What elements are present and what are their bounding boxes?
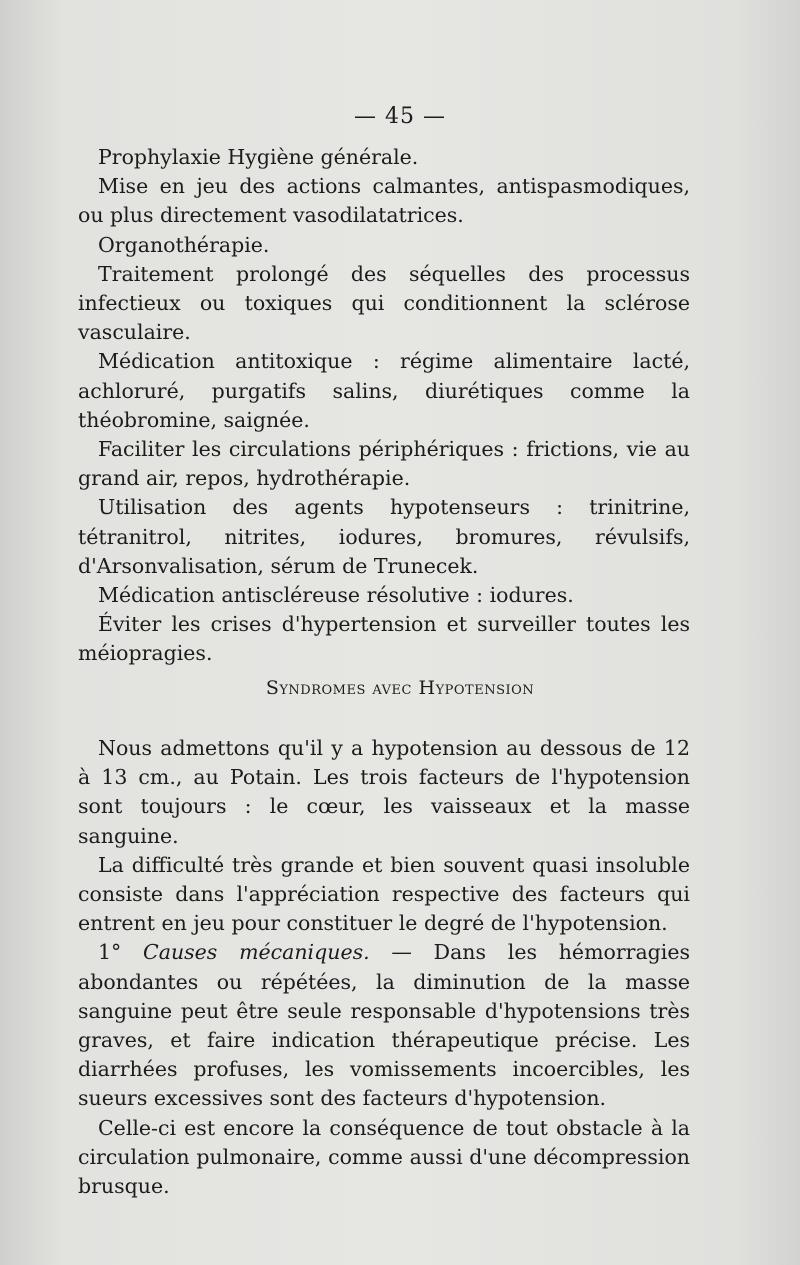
paragraph: Médication antitoxique : régime alimentaire lacté, achloruré, purgatifs salins, diurétiques comme la théobromine, saignée. xyxy=(78,349,690,432)
paragraph-prefix: 1° xyxy=(98,940,144,965)
paragraph: Organothérapie. xyxy=(98,232,270,257)
paragraph xyxy=(78,938,690,1113)
paragraph: Traitement prolongé des séquelles des processus infectieux ou toxiques qui conditionnent la sclérose vasculaire. xyxy=(78,261,690,345)
section-heading: Syndromes avec Hypotension xyxy=(265,677,535,699)
paragraph: Faciliter les circulations périphériques : frictions, vie au grand air, repos, hydrothérapie. xyxy=(78,437,690,491)
paragraph-text: — Dans les hémorragies abondantes ou répétées, la diminution de la masse sanguine peut être seule responsable d'hypotensions très graves, et faire indication thérapeutique précise. Les diarrhées profuses, les vomissements incoercibles, les sueurs excessives sont des facteurs d'hypotension. xyxy=(78,940,690,1111)
hypotension-section xyxy=(78,734,690,1201)
paragraph: Médication antiscléreuse résolutive : iodures. xyxy=(98,583,574,608)
page-number: — 45 — xyxy=(354,104,446,129)
italic-heading: Causes mécaniques. xyxy=(143,940,370,965)
paragraph: Celle-ci est encore la conséquence de tout obstacle à la circulation pulmonaire, comme aussi d'une décompression brusque. xyxy=(78,1115,690,1199)
treatment-list xyxy=(78,143,690,669)
paragraph: Mise en jeu des actions calmantes, antispasmodiques, ou plus directement vasodilatatrices. xyxy=(78,174,690,228)
paragraph: La difficulté très grande et bien souvent quasi insoluble consiste dans l'appréciation respective des facteurs qui entrent en jeu pour constituer le degré de l'hypotension. xyxy=(78,852,690,936)
paragraph: Éviter les crises d'hypertension et surveiller toutes les méiopragies. xyxy=(78,612,690,666)
paragraph: Utilisation des agents hypotenseurs : trinitrine, tétranitrol, nitrites, iodures, bromures, révulsifs, d'Arsonvalisation, sérum de Trunecek. xyxy=(78,495,690,578)
paragraph: Nous admettons qu'il y a hypotension au dessous de 12 à 13 cm., au Potain. Les trois facteurs de l'hypotension sont toujours : le cœur, les vaisseaux et la masse sanguine. xyxy=(78,736,690,848)
paragraph: Prophylaxie Hygiène générale. xyxy=(98,145,419,169)
